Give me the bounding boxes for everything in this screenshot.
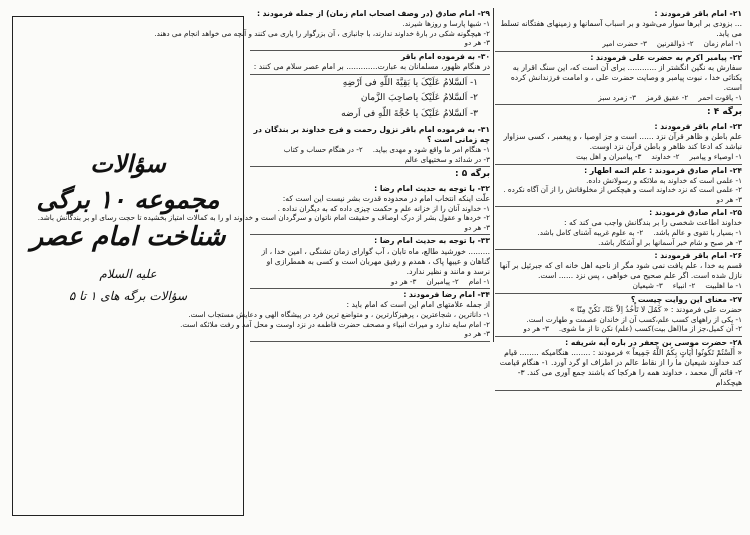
answer-option: ۲- در هنگام حساب و کتاب <box>283 145 363 155</box>
answer-option: ۳- هر دو <box>523 324 549 334</box>
question-block <box>495 8 742 52</box>
answer-option: ۲- علمی است که نزد خداوند است و هیچکس از مخلوقاتش را از آن آگاه نکرده . <box>503 185 742 195</box>
section-heading: برگه ۵ : <box>454 169 490 180</box>
answer-options <box>180 310 490 339</box>
answer-option: ۳- حضرت امیر <box>602 39 647 49</box>
question-text: ... بزودی بر ابرها سوار می‌شود و بر اسباب آسمانها و زمینهای هفتگانه تسلط می یابد. <box>500 19 742 39</box>
salutation-option: ۲- اَلسَّلامُ عَلَیْکَ یاصاحِبَ الزَّمان <box>360 93 478 104</box>
answer-option: ۲- انبیاء <box>672 281 696 291</box>
answer-option: ۱- هنگام امر ما واقع شود و مهدی بیاید. <box>372 145 490 155</box>
section-heading: برگه ۴ : <box>706 107 742 118</box>
answer-option: ۲- آن کمیل،جز از ما(اهل بیت)کسب (علم) نکن تا از ما شوی. <box>558 324 742 334</box>
question-title: ۲۴- امام صادق فرمودند : علم ائمه اطهار : <box>584 165 742 175</box>
answer-options <box>495 228 742 247</box>
answer-options <box>495 93 742 103</box>
question-block <box>495 52 742 106</box>
answer-option: ۳- هر دو <box>716 194 742 204</box>
answer-options <box>495 39 742 49</box>
question-title: ۳۰- به فرموده امام باقر <box>400 51 490 61</box>
answer-option: ۲- خردها و عقول بشر از درک اوصاف و حقیقت امام ناتوان و سرگردان است و خداوند او را به کمالات امتیاز بخشیده تا حجت رسای او بر بندگانش باشد. <box>37 213 490 223</box>
answer-option: ۱- اوصیاء و پیامبر <box>689 152 742 162</box>
answer-options <box>495 281 742 291</box>
question-text: قسم به خدا ، علم یافت نمی شود مگر از ناحیه اهل خانه ای که جبرئیل بر آنها نازل شده است. اگر علم صحیح می خواهی ، پس نزد ...... است. <box>499 261 742 281</box>
right-column <box>495 8 742 391</box>
answer-option: ۳- هر صبح و شام خبر آسمانها بر او آشکار باشد. <box>598 237 742 247</box>
answer-option: ۱- یکی از راههای کسب علم،کسب آن از خاندان عصمت و طهارت است. <box>526 314 742 324</box>
answer-options <box>495 315 742 334</box>
answer-options <box>250 145 490 164</box>
question-block <box>495 337 742 391</box>
cover-title <box>21 147 235 303</box>
question-title: ۲۷- معنای این روایت چیست ؟ <box>630 294 742 304</box>
cover-line-sheets: سؤالات برگه های ۱ تا ۵ <box>68 289 188 304</box>
answer-option: ۲- ذوالقرنین <box>656 39 694 49</box>
answer-option: ۱- خداوند آنان را از خزانه علم و حکمت چیزی داده که به دیگران نداده . <box>277 203 490 213</box>
answer-option: ۱- داناترین ، شجاعترین ، پرهیزکارترین ، و متواضع ترین فرد در پیشگاه الهی و دعایش مستجاب است. <box>188 310 490 320</box>
question-block <box>250 235 490 289</box>
answer-option: ۱- امام زمان <box>703 39 742 49</box>
question-text: « أَلَسْتُمْ تَكُونُوا أَيَاتٍ بِكُمُ اللَّهُ جَمِيعاً » فرمودند : ........ هنگامیکه ........ قیام کند خداوند شیعیان ما را از نقاط عالم در اطراف او گرد آورد. ۱- هنگام قیامت ۲- قائم آل محمد ، خداوند همه را هرکجا که باشند جمع آوری می کند. ۳- هیچکدام <box>499 347 742 387</box>
question-title: ۲۱- امام باقر فرمودند : <box>654 9 742 18</box>
cover-line-questions: سؤالات <box>90 149 166 178</box>
answer-option: ۲- پیامبران <box>426 276 459 286</box>
question-text: سفارش به نگین انگشتر از ............ برای آن است که، این سنگ اقرار به یکتائی خدا ، نبوت پیامبر و وصایت حضرت علی ، و امامت فرزندانش کرده است. <box>510 62 742 92</box>
question-title: ۳۳- با توجه به حدیث امام رضا : <box>374 236 490 246</box>
question-title: ۲۹- امام صادق (در وصف اصحاب امام زمان) از جمله فرمودند : <box>256 9 490 18</box>
answer-option: ۲- عقیق قرمز <box>645 92 689 102</box>
cover-line-salutation: علیه السلام <box>99 267 157 282</box>
cover-line-collection: مجموعه ۱۰ برگی <box>36 184 220 214</box>
question-block <box>495 250 742 294</box>
answer-options <box>495 152 742 162</box>
question-title: ۲۸- حضرت موسی بن جعفر در باره آیه شریفه : <box>565 337 742 347</box>
answer-option: ۳- هر دو <box>464 329 490 339</box>
question-block <box>250 124 490 167</box>
answer-option: ۱- شبها پارسا و روزها شیرند. <box>402 19 490 29</box>
answer-option: ۱- ما اهلبیت <box>705 281 742 291</box>
answer-option: ۳- هر دو <box>464 222 490 232</box>
answer-option: ۳- هر دو <box>464 38 490 48</box>
question-block <box>180 289 490 342</box>
question-text: ......... خورشید طالع، ماه تابان ، آب گوارای زمان تشنگی ، امین خدا ، از گناهان و عیبها پاک ، همدم و رفیق مهربان است و کسی به همطرازی او نرسد و مانند و نظیر ندارد. <box>261 246 490 276</box>
answer-option: ۳- شیعیان <box>632 281 663 291</box>
question-text: حضرت علی فرمودند : « کَمُلَ لا تَأْخُذُ اِلاّ عَنّا، تَکُنْ مِنّا » <box>569 304 742 314</box>
answer-option: ۱- علمی است که خداوند به ملائکه و رسولانش داده. <box>586 175 742 185</box>
answer-option: ۲- امام سایه ندارد و میراث انبیاء و مصحف حضرت فاطمه در نزد اوست و محل آمد و رفت ملائکه است. <box>180 319 490 329</box>
question-title: ۳۴- امام رضا فرمودند : <box>403 290 490 300</box>
answer-option: ۲- خداوند <box>651 152 680 162</box>
answer-options <box>495 176 742 205</box>
salutation-options <box>250 75 490 125</box>
salutation-option: ۱- اَلسَّلامُ عَلَیْکَ یا بَقِیَّةَ اللّهِ فی اَرْضِهِ <box>342 77 478 88</box>
question-text: خداوند اطاعت شخصی را بر بندگانش واجب می کند که : <box>564 218 742 228</box>
question-title: ۲۵- امام صادق فرمودند : <box>649 208 742 218</box>
question-block <box>495 294 742 337</box>
question-title: ۲۶- امام باقر فرمودند : <box>654 251 742 261</box>
question-block <box>154 8 490 51</box>
answer-options <box>250 277 490 287</box>
answer-option: ۳- در شدائد و سختیهای عالم <box>404 154 490 164</box>
answer-option: ۱- یاقوت احمر <box>698 92 742 102</box>
answer-options <box>37 203 490 233</box>
answer-option: ۳- پیامبران و اهل بیت <box>576 152 642 162</box>
question-text: علّت اینکه انتخاب امام در محدوده قدرت بشر نیست این است که: <box>282 193 490 203</box>
question-block <box>250 51 490 75</box>
cover-frame <box>12 16 244 516</box>
question-block <box>495 207 742 250</box>
salutation-option: ۳- اَلسَّلامُ عَلَیْکَ یا حُجَّةَ اللّهِ فی اَرضه <box>341 108 478 119</box>
answer-option: ۲- هیچگونه شکی در بارۀ خداوند ندارند، با جانبازی ، آن بزرگوار را یاری می کنند و آنچه می خواهد انجام می دهند. <box>154 28 490 38</box>
answer-options <box>154 19 490 48</box>
question-title: ۲۳- امام باقر فرمودند : <box>654 121 742 131</box>
answer-option: ۲- به علوم غریبه آشنای کامل باشد. <box>537 228 644 238</box>
question-block <box>495 121 742 165</box>
answer-option: ۱- امام <box>468 276 490 286</box>
question-title: ۳۲- با توجه به حدیث امام رضا : <box>374 183 490 193</box>
question-text: از جمله علامتهای امام این است که امام باید : <box>346 300 490 310</box>
answer-option: ۱- بسیار با تقوی و عالم باشد. <box>653 228 742 238</box>
question-text: علم باطن و ظاهر قرآن نزد ...... است و جز اوصیا ، و پیغمبر ، کسی سزاوار نباشد که ادعا کند ظاهر و باطن قرآن نزد اوست. <box>503 132 742 152</box>
question-title: ۳۱- به فرموده امام باقر نزول رحمت و فرج خداوند بر بندگان در چه زمانی است ؟ <box>253 125 490 145</box>
answer-option: ۳- زمرد سبز <box>598 92 636 102</box>
question-title: ۲۲- پیامبر اکرم به حضرت علی فرمودند : <box>590 52 742 62</box>
answer-option: ۳- هر دو <box>390 276 417 286</box>
question-block <box>495 165 742 208</box>
question-text: در هنگام ظهور، مسلمانان به عبارت............. بر امام عصر سلام می کنند : <box>253 61 490 71</box>
cover-line-knowing-imam: شناخت امام عصر <box>30 222 226 253</box>
